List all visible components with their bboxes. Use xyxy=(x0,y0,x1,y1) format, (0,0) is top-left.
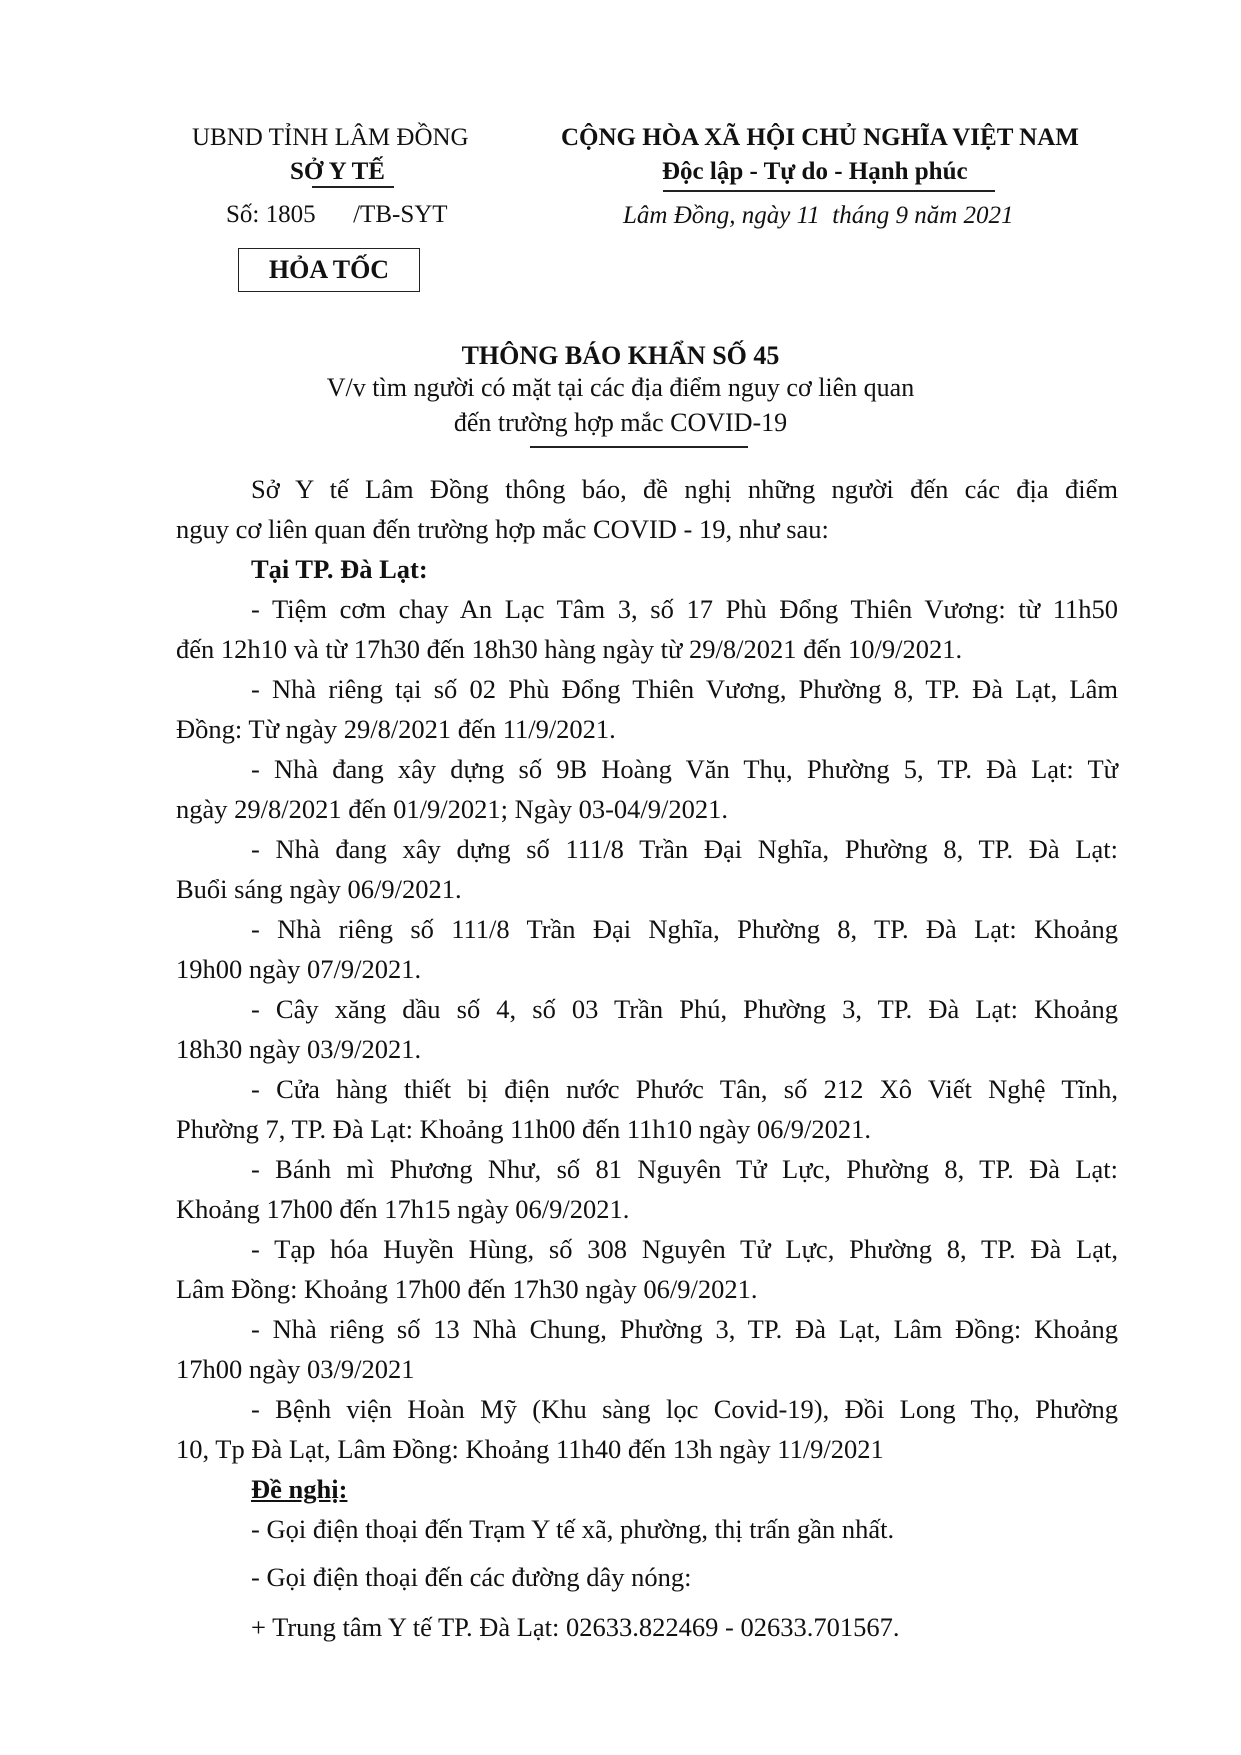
location-item-line2: Khoảng 17h00 đến 17h15 ngày 06/9/2021. xyxy=(176,1194,630,1224)
location-item-line2: Lâm Đồng: Khoảng 17h00 đến 17h30 ngày 06/9/2021. xyxy=(176,1274,758,1304)
intro-line-1: Sở Y tế Lâm Đồng thông báo, đề nghị những người đến các địa điểm xyxy=(251,474,1118,504)
request-item: - Gọi điện thoại đến các đường dây nóng: xyxy=(251,1562,692,1592)
request-item: - Gọi điện thoại đến Trạm Y tế xã, phường, thị trấn gần nhất. xyxy=(251,1514,895,1544)
location-item-line1: - Tạp hóa Huyền Hùng, số 308 Nguyên Tử Lực, Phường 8, TP. Đà Lạt, xyxy=(251,1234,1118,1264)
notice-title: THÔNG BÁO KHẨN SỐ 45 xyxy=(461,341,780,370)
location-heading: Tại TP. Đà Lạt: xyxy=(251,554,428,584)
location-item-line2: ngày 29/8/2021 đến 01/9/2021; Ngày 03-04/9/2021. xyxy=(176,794,729,824)
title-underline xyxy=(530,446,748,448)
request-heading: Đề nghị: xyxy=(251,1474,348,1504)
location-item-line2: 17h00 ngày 03/9/2021 xyxy=(176,1354,415,1384)
location-item-line2: 19h00 ngày 07/9/2021. xyxy=(176,954,422,984)
location-item-line2: 10, Tp Đà Lạt, Lâm Đồng: Khoảng 11h40 đến 13h ngày 11/9/2021 xyxy=(176,1434,884,1464)
agency-parent: UBND TỈNH LÂM ĐỒNG xyxy=(192,124,469,151)
location-item-line1: - Nhà đang xây dựng số 9B Hoàng Văn Thụ, Phường 5, TP. Đà Lạt: Từ xyxy=(251,754,1118,784)
urgent-stamp: HỎA TỐC xyxy=(238,248,420,292)
national-motto: Độc lập - Tự do - Hạnh phúc xyxy=(662,158,968,185)
location-item-line2: Phường 7, TP. Đà Lạt: Khoảng 11h00 đến 11h10 ngày 06/9/2021. xyxy=(176,1114,872,1144)
document-number: Số: 1805 /TB-SYT xyxy=(226,201,448,228)
intro-line-2: nguy cơ liên quan đến trường hợp mắc COVID - 19, như sau: xyxy=(176,514,829,544)
location-item-line1: - Bánh mì Phương Như, số 81 Nguyên Tử Lực, Phường 8, TP. Đà Lạt: xyxy=(251,1154,1118,1184)
agency-name: SỞ Y TẾ xyxy=(290,158,385,185)
motto-underline xyxy=(663,190,995,192)
location-item-line2: Đồng: Từ ngày 29/8/2021 đến 11/9/2021. xyxy=(176,714,616,744)
location-item-line1: - Tiệm cơm chay An Lạc Tâm 3, số 17 Phù Đổng Thiên Vương: từ 11h50 xyxy=(251,594,1118,624)
agency-underline xyxy=(312,186,394,188)
location-item-line1: - Cửa hàng thiết bị điện nước Phước Tân, số 212 Xô Viết Nghệ Tĩnh, xyxy=(251,1074,1118,1104)
location-item-line2: Buổi sáng ngày 06/9/2021. xyxy=(176,874,462,904)
place-and-date: Lâm Đồng, ngày 11 tháng 9 năm 2021 xyxy=(623,202,1014,229)
location-item-line1: - Bệnh viện Hoàn Mỹ (Khu sàng lọc Covid-19), Đồi Long Thọ, Phường xyxy=(251,1394,1118,1424)
location-item-line1: - Nhà riêng số 111/8 Trần Đại Nghĩa, Phường 8, TP. Đà Lạt: Khoảng xyxy=(251,914,1118,944)
location-item-line1: - Cây xăng dầu số 4, số 03 Trần Phú, Phường 3, TP. Đà Lạt: Khoảng xyxy=(251,994,1118,1024)
country-name: CỘNG HÒA XÃ HỘI CHỦ NGHĨA VIỆT NAM xyxy=(561,124,1079,151)
location-item-line2: 18h30 ngày 03/9/2021. xyxy=(176,1034,422,1064)
notice-subject-line-2: đến trường hợp mắc COVID-19 xyxy=(453,408,788,437)
location-item-line1: - Nhà đang xây dựng số 111/8 Trần Đại Nghĩa, Phường 8, TP. Đà Lạt: xyxy=(251,834,1118,864)
notice-subject-line-1: V/v tìm người có mặt tại các địa điểm nguy cơ liên quan xyxy=(326,373,915,402)
hotline-item: + Trung tâm Y tế TP. Đà Lạt: 02633.822469 - 02633.701567. xyxy=(251,1612,900,1642)
location-item-line1: - Nhà riêng số 13 Nhà Chung, Phường 3, TP. Đà Lạt, Lâm Đồng: Khoảng xyxy=(251,1314,1118,1344)
location-item-line2: đến 12h10 và từ 17h30 đến 18h30 hàng ngày từ 29/8/2021 đến 10/9/2021. xyxy=(176,634,963,664)
location-item-line1: - Nhà riêng tại số 02 Phù Đổng Thiên Vương, Phường 8, TP. Đà Lạt, Lâm xyxy=(251,674,1118,704)
